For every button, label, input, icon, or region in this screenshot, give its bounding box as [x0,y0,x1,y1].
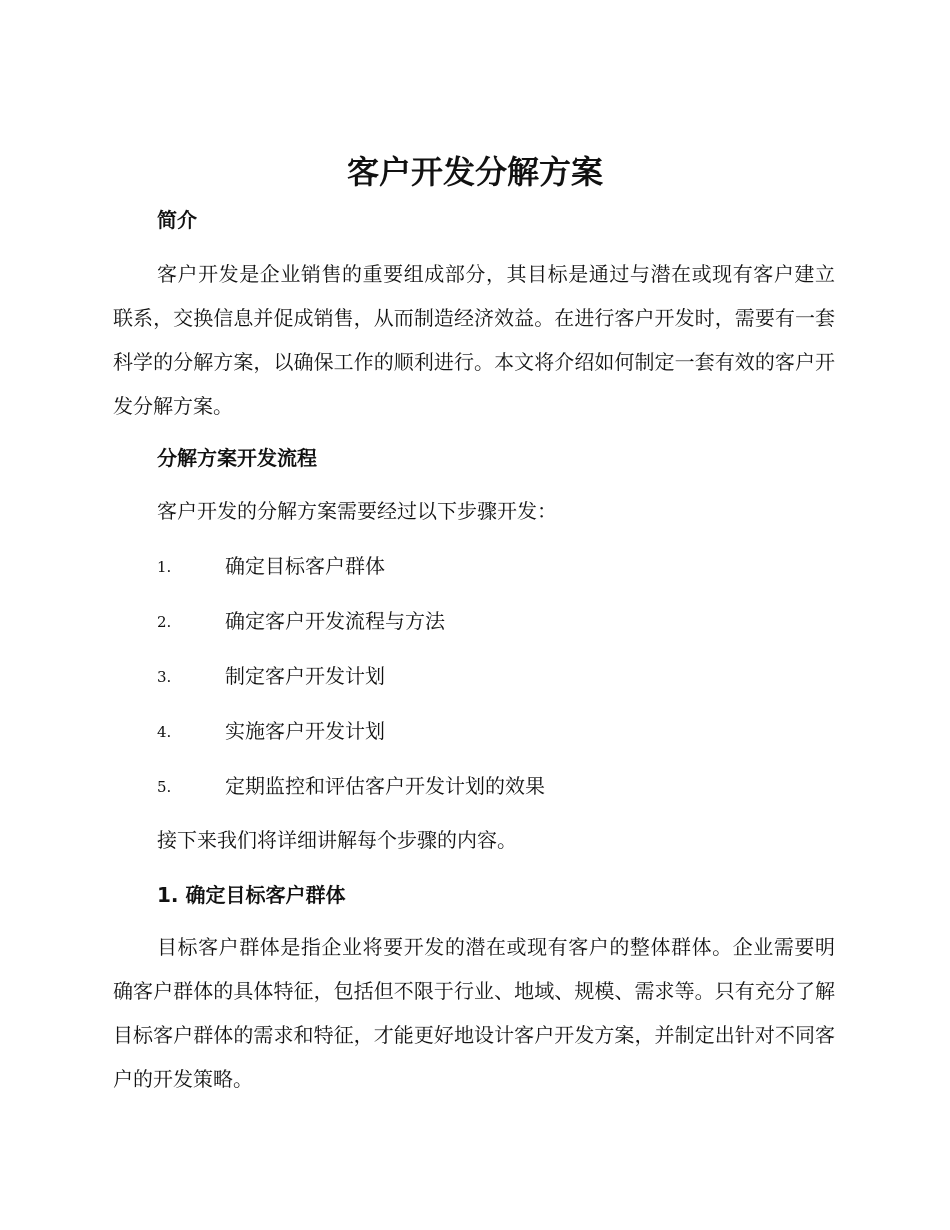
list-item-number: 1. [157,558,172,576]
list-item-number: 4. [157,723,172,741]
list-item-number: 2. [157,613,172,631]
list-item-number: 3. [157,668,172,686]
process-follow-text: 接下来我们将详细讲解每个步骤的内容。 [157,828,517,852]
list-item-text: 确定客户开发流程与方法 [225,609,445,633]
section-heading-process: 分解方案开发流程 [157,446,317,470]
list-item-text: 实施客户开发计划 [225,719,385,743]
list-item-text: 确定目标客户群体 [225,554,385,578]
list-item-text: 定期监控和评估客户开发计划的效果 [225,774,545,798]
document-title: 客户开发分解方案 [346,153,603,191]
process-lead-text: 客户开发的分解方案需要经过以下步骤开发： [157,499,557,523]
section-heading-step1: 1. 确定目标客户群体 [157,883,346,907]
step1-paragraph: 目标客户群体是指企业将要开发的潜在或现有客户的整体群体。企业需要明确客户群体的具体特征，包括但不限于行业、地域、规模、需求等。只有充分了解目标客户群体的需求和特征，才能更好地设计客户开发方案，并制定出针对不同客户的开发策略。 [113,935,835,1091]
list-item-number: 5. [157,778,172,796]
intro-paragraph: 客户开发是企业销售的重要组成部分，其目标是通过与潜在或现有客户建立联系，交换信息并促成销售，从而制造经济效益。在进行客户开发时，需要有一套科学的分解方案，以确保工作的顺利进行。本文将介绍如何制定一套有效的客户开发分解方案。 [113,262,835,418]
section-heading-intro: 简介 [157,208,197,232]
list-item-text: 制定客户开发计划 [225,664,385,688]
